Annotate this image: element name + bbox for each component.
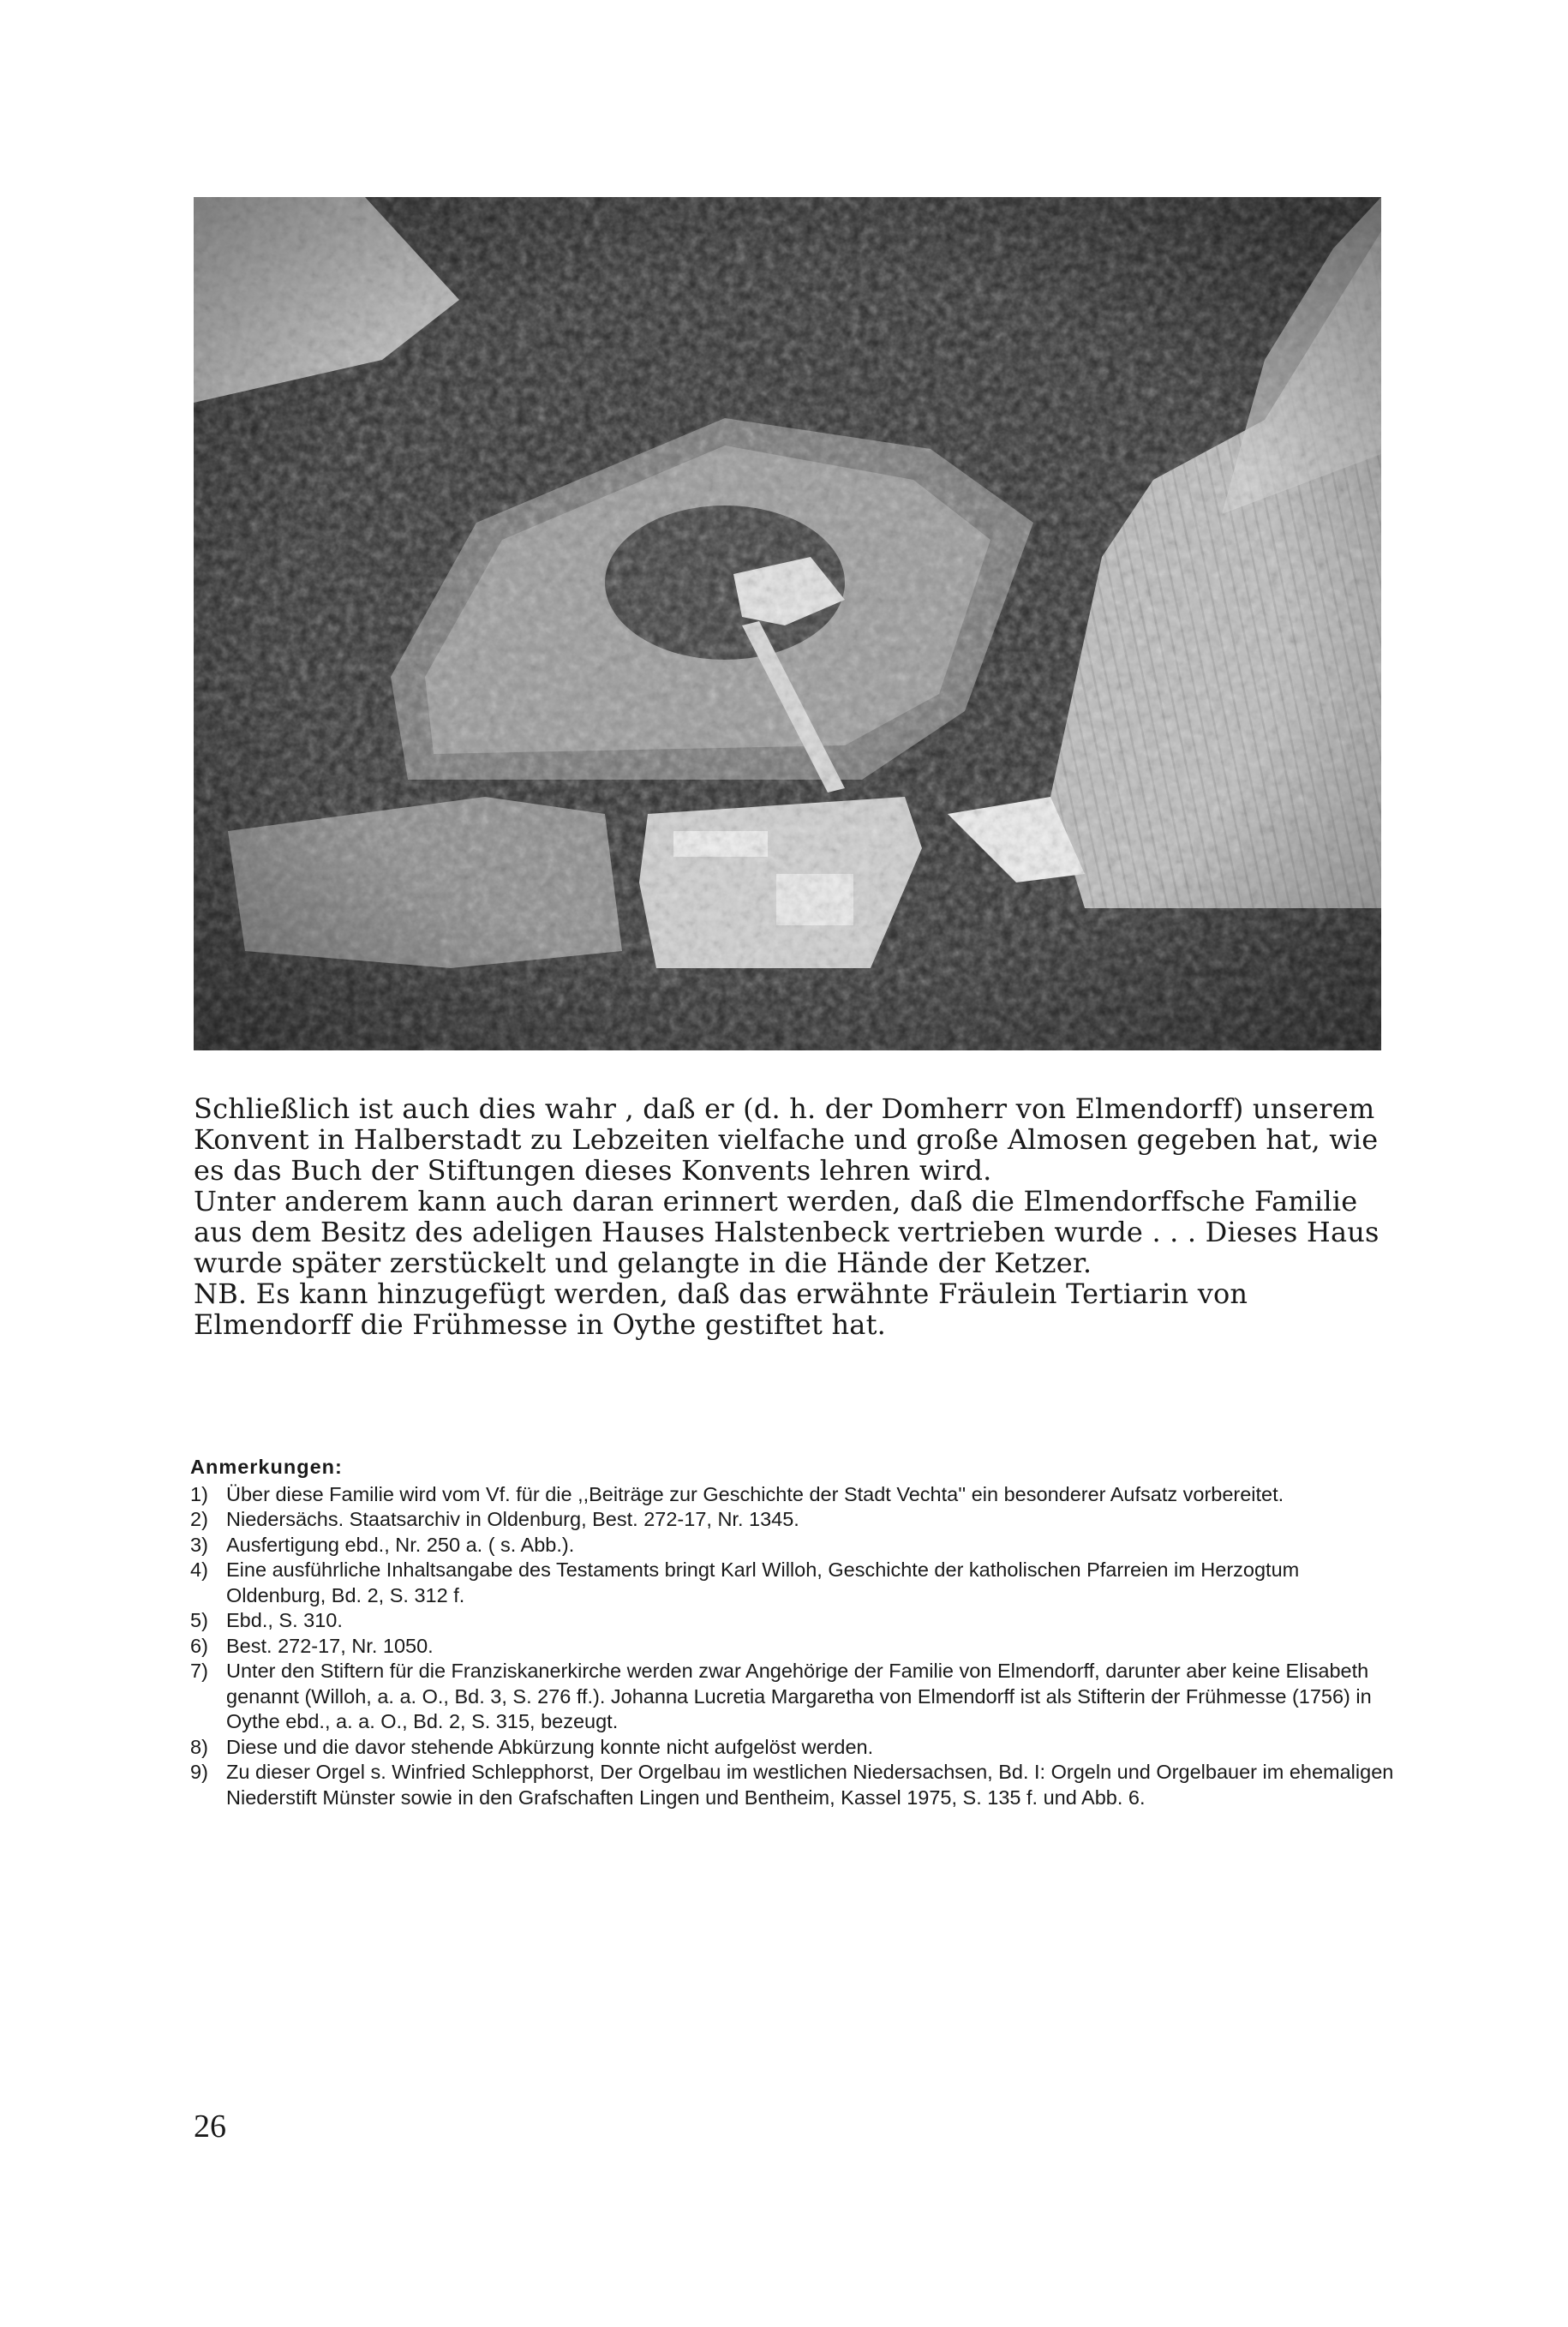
footnote: [190, 1659, 1398, 1735]
footnote-text: Zu dieser Orgel s. Winfried Schlepphorst, Der Orgelbau im westlichen Niedersachsen, Bd. I: Orgeln und Orgelbauer im ehemaligen Niederstift Münster sowie in den Grafschaften Lingen und Bentheim, Kassel 1975, S. 135 f. und Abb. 6.: [226, 1761, 1394, 1809]
footnote-text: Eine ausführliche Inhaltsangabe des Testaments bringt Karl Willoh, Geschichte der katholischen Pfarreien im Herzogtum Oldenburg, Bd. 2, S. 312 f.: [226, 1558, 1300, 1606]
footnote-text: Über diese Familie wird vom Vf. für die ,,Beiträge zur Geschichte der Stadt Vechta'' ein besonderer Aufsatz vorbereitet.: [226, 1482, 1284, 1505]
footnote-text: Best. 272-17, Nr. 1050.: [226, 1634, 434, 1657]
footnote-number: 5): [190, 1609, 208, 1631]
footnote: [190, 1735, 1398, 1761]
footnote-number: 8): [190, 1735, 208, 1758]
footnote-number: 6): [190, 1634, 208, 1657]
footnote-number: 4): [190, 1558, 208, 1581]
footnote-number: 7): [190, 1660, 208, 1682]
body-paragraph: Unter anderem kann auch daran erinnert werden, daß die Elmendorffsche Familie aus dem Besitz des adeligen Hauses Halstenbeck vertrieben wurde . . . Dieses Haus wurde später zerstückelt und gelangte in die Hände der Ketzer.: [194, 1185, 1379, 1279]
aerial-photo: [194, 197, 1381, 1050]
footnote-text: Ausfertigung ebd., Nr. 250 a. ( s. Abb.).: [226, 1533, 575, 1556]
page-number: 26: [194, 2109, 226, 2145]
footnote: [190, 1558, 1398, 1608]
footnote-text: Unter den Stiftern für die Franziskanerkirche werden zwar Angehörige der Familie von Elmendorff, darunter aber keine Elisabeth genannt (Willoh, a. a. O., Bd. 3, S. 276 ff.). Johanna Lucretia Margaretha von Elmendorff ist als Stifterin der Frühmesse (1756) in Oythe ebd., a. a. O., Bd. 2, S. 315, bezeugt.: [226, 1660, 1372, 1732]
footnote: [190, 1608, 1398, 1634]
footnote: [190, 1507, 1398, 1533]
footnote-number: 9): [190, 1761, 208, 1783]
footnote: [190, 1634, 1398, 1660]
footnote-text: Niedersächs. Staatsarchiv in Oldenburg, Best. 272-17, Nr. 1345.: [226, 1508, 799, 1530]
notes-heading: Anmerkungen:: [190, 1456, 343, 1478]
body-paragraph: Schließlich ist auch dies wahr , daß er (d. h. der Domherr von Elmendorff) unserem Konvent in Halberstadt zu Lebzeiten vielfache und große Almosen gegeben hat, wie es das Buch der Stiftungen dieses Konvents lehren wird.: [194, 1092, 1379, 1187]
footnote: [190, 1760, 1398, 1810]
footnote-text: Diese und die davor stehende Abkürzung konnte nicht aufgelöst werden.: [226, 1735, 874, 1758]
footnotes: [190, 1455, 1398, 1810]
footnote-text: Ebd., S. 310.: [226, 1609, 343, 1631]
body-paragraph: NB. Es kann hinzugefügt werden, daß das erwähnte Fräulein Tertiarin von Elmendorff die Frühmesse in Oythe gestiftet hat.: [194, 1277, 1248, 1341]
footnote-number: 2): [190, 1508, 208, 1530]
footnote: [190, 1533, 1398, 1558]
body-text: [194, 1093, 1393, 1340]
footnote-number: 1): [190, 1482, 208, 1505]
footnote-number: 3): [190, 1533, 208, 1556]
footnote: [190, 1482, 1398, 1508]
